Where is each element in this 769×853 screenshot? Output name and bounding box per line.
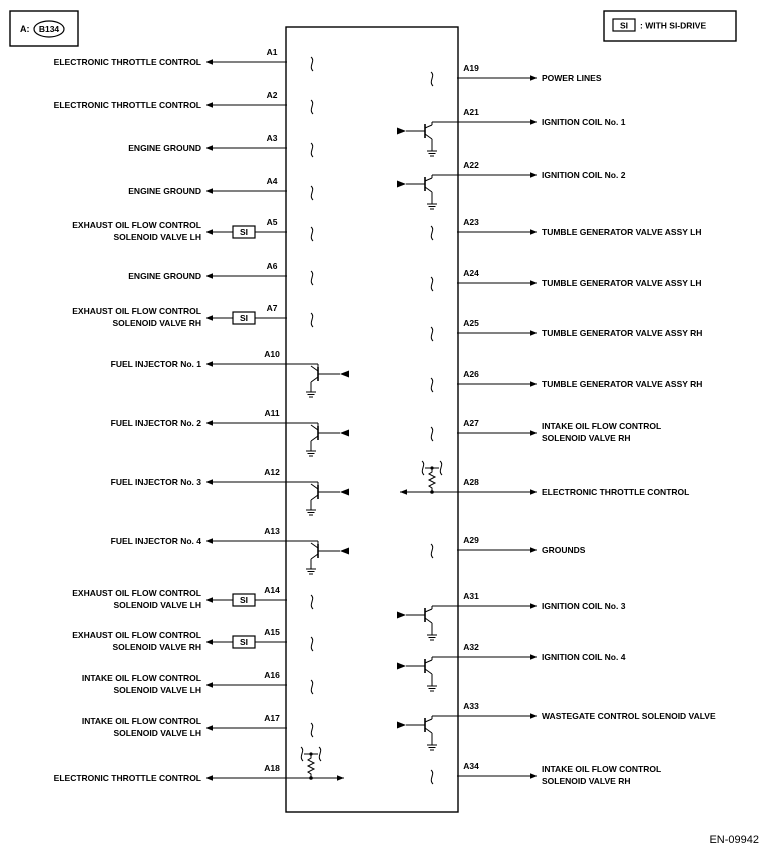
pin-label-line2: SOLENOID VALVE LH xyxy=(113,685,201,695)
wire-break-symbol xyxy=(440,461,442,475)
pin-number: A34 xyxy=(463,761,479,771)
pin-number: A1 xyxy=(266,47,278,57)
pullup-resistor xyxy=(429,468,435,492)
input-arrow-icon xyxy=(340,371,349,378)
pin-number: A22 xyxy=(463,160,479,170)
pin-label: FUEL INJECTOR No. 4 xyxy=(110,536,201,546)
si-box-label: SI xyxy=(239,637,249,648)
pin-number: A29 xyxy=(463,535,479,545)
wire-break-symbol xyxy=(311,271,313,285)
pin-label: ELECTRONIC THROTTLE CONTROL xyxy=(53,57,201,67)
transistor-collector xyxy=(425,609,432,612)
wire-break-symbol xyxy=(311,680,313,694)
pin-number: A26 xyxy=(463,369,479,379)
pin-label: GROUNDS xyxy=(542,545,586,555)
pin-a3 xyxy=(128,133,313,157)
input-arrow-icon xyxy=(397,128,406,135)
transistor-collector xyxy=(311,425,318,430)
pin-a10 xyxy=(111,349,349,397)
pin-label-line2: SOLENOID VALVE RH xyxy=(112,318,201,328)
pin-number: A10 xyxy=(264,349,280,359)
transistor-collector xyxy=(425,719,432,722)
pin-number: A19 xyxy=(463,63,479,73)
pin-number: A15 xyxy=(264,627,280,637)
si-drive-tag xyxy=(233,312,255,324)
wire-break-symbol xyxy=(311,637,313,651)
pin-label: ELECTRONIC THROTTLE CONTROL xyxy=(53,100,201,110)
pin-number: A12 xyxy=(264,467,280,477)
pin-number: A18 xyxy=(264,763,280,773)
wire-break-symbol xyxy=(431,378,433,392)
pin-label: TUMBLE GENERATOR VALVE ASSY RH xyxy=(542,379,703,389)
transistor-collector xyxy=(425,660,432,663)
pin-a2 xyxy=(54,90,313,114)
pin-a27 xyxy=(431,418,661,443)
input-arrow-icon xyxy=(397,612,406,619)
transistor-emitter xyxy=(311,377,318,382)
wire-break-symbol xyxy=(311,723,313,737)
pin-a1 xyxy=(54,47,313,71)
pin-label: WASTEGATE CONTROL SOLENOID VALVE xyxy=(542,711,716,721)
pin-label-line1: INTAKE OIL FLOW CONTROL xyxy=(81,716,201,726)
wire-break-symbol xyxy=(431,226,433,240)
pin-label: FUEL INJECTOR No. 2 xyxy=(110,418,201,428)
transistor-emitter xyxy=(311,495,318,500)
pin-a18 xyxy=(54,747,344,783)
transistor-collector xyxy=(425,178,432,181)
pin-number: A28 xyxy=(463,477,479,487)
pin-number: A11 xyxy=(264,408,280,418)
pin-a11 xyxy=(111,408,349,456)
pin-a21 xyxy=(397,107,626,156)
pin-a15 xyxy=(72,627,313,652)
pin-label: POWER LINES xyxy=(542,73,602,83)
transistor-emitter xyxy=(425,669,432,674)
si-box-label: SI xyxy=(239,227,249,238)
pin-a24 xyxy=(431,268,701,291)
pin-a32 xyxy=(397,642,626,691)
si-drive-tag xyxy=(233,594,255,606)
legend-si-label: SI xyxy=(619,20,629,31)
wire-break-symbol xyxy=(311,186,313,200)
pin-number: A17 xyxy=(264,713,280,723)
wire-break-symbol xyxy=(311,143,313,157)
transistor-emitter xyxy=(311,436,318,441)
si-box-label: SI xyxy=(239,595,249,606)
pin-number: A14 xyxy=(264,585,280,595)
pin-label-line2: SOLENOID VALVE RH xyxy=(542,776,631,786)
si-drive-tag xyxy=(233,636,255,648)
pin-label: TUMBLE GENERATOR VALVE ASSY LH xyxy=(542,227,702,237)
connector-badge xyxy=(10,11,78,46)
pin-label: ELECTRONIC THROTTLE CONTROL xyxy=(53,773,201,783)
si-drive-tag xyxy=(233,226,255,238)
pin-label-line2: SOLENOID VALVE LH xyxy=(113,728,201,738)
transistor-emitter xyxy=(311,554,318,559)
pin-label: ELECTRONIC THROTTLE CONTROL xyxy=(542,487,690,497)
pin-number: A3 xyxy=(266,133,278,143)
pin-number: A31 xyxy=(463,591,479,601)
transistor-collector xyxy=(311,366,318,371)
pin-label: ENGINE GROUND xyxy=(128,271,201,281)
pin-label-line1: EXHAUST OIL FLOW CONTROL xyxy=(72,306,201,316)
pin-a5 xyxy=(72,217,313,242)
pin-a19 xyxy=(431,63,602,86)
legend-text: : WITH SI-DRIVE xyxy=(640,20,707,31)
pin-number: A24 xyxy=(463,268,479,278)
pin-number: A33 xyxy=(463,701,479,711)
pin-label: TUMBLE GENERATOR VALVE ASSY LH xyxy=(542,278,702,288)
pin-a7 xyxy=(72,303,313,328)
transistor-emitter xyxy=(425,728,432,733)
pin-label-line2: SOLENOID VALVE RH xyxy=(542,433,631,443)
pin-number: A6 xyxy=(266,261,278,271)
pin-number: A23 xyxy=(463,217,479,227)
si-box-label: SI xyxy=(239,313,249,324)
pin-number: A5 xyxy=(266,217,278,227)
wire-break-symbol xyxy=(301,747,303,761)
wire-break-symbol xyxy=(311,595,313,609)
wire-break-symbol xyxy=(431,427,433,441)
pin-a22 xyxy=(397,160,626,209)
pin-a4 xyxy=(128,176,313,200)
pin-label: IGNITION COIL No. 1 xyxy=(542,117,626,127)
pin-a33 xyxy=(397,701,716,750)
wire-break-symbol xyxy=(311,313,313,327)
wire-break-symbol xyxy=(311,57,313,71)
pin-label: TUMBLE GENERATOR VALVE ASSY RH xyxy=(542,328,703,338)
pin-a28 xyxy=(400,461,689,497)
input-arrow-icon xyxy=(340,548,349,555)
pin-a6 xyxy=(128,261,313,285)
pin-label-line1: INTAKE OIL FLOW CONTROL xyxy=(81,673,201,683)
pin-a31 xyxy=(397,591,626,640)
pin-number: A25 xyxy=(463,318,479,328)
input-arrow-icon xyxy=(397,722,406,729)
transistor-emitter xyxy=(425,187,432,192)
pin-label-line2: SOLENOID VALVE LH xyxy=(113,600,201,610)
wire-break-symbol xyxy=(431,770,433,784)
pin-a23 xyxy=(431,217,701,240)
pin-a17 xyxy=(82,713,313,738)
wire-break-symbol xyxy=(311,100,313,114)
transistor-emitter xyxy=(425,618,432,623)
pin-a13 xyxy=(111,526,349,574)
pin-a34 xyxy=(431,761,661,786)
pin-number: A2 xyxy=(266,90,278,100)
wire-break-symbol xyxy=(431,544,433,558)
pin-number: A27 xyxy=(463,418,479,428)
pin-label: FUEL INJECTOR No. 3 xyxy=(110,477,201,487)
pin-number: A32 xyxy=(463,642,479,652)
pin-label: IGNITION COIL No. 3 xyxy=(542,601,626,611)
pin-a26 xyxy=(431,369,702,392)
wire-break-symbol xyxy=(319,747,321,761)
wire-break-symbol xyxy=(311,227,313,241)
pin-label-line2: SOLENOID VALVE RH xyxy=(112,642,201,652)
input-arrow-icon xyxy=(340,430,349,437)
input-arrow-icon xyxy=(340,489,349,496)
transistor-collector xyxy=(311,543,318,548)
wire-break-symbol xyxy=(431,277,433,291)
input-arrow-icon xyxy=(397,663,406,670)
pin-label-line1: INTAKE OIL FLOW CONTROL xyxy=(542,764,662,774)
pin-label-line1: EXHAUST OIL FLOW CONTROL xyxy=(72,588,201,598)
pin-label: FUEL INJECTOR No. 1 xyxy=(110,359,201,369)
pin-connections xyxy=(54,47,716,786)
pin-a12 xyxy=(111,467,349,515)
pin-label: IGNITION COIL No. 4 xyxy=(542,652,626,662)
junction-dot xyxy=(430,490,434,494)
pin-a25 xyxy=(431,318,702,341)
wire-break-symbol xyxy=(422,461,424,475)
pin-number: A7 xyxy=(266,303,278,313)
legend-box xyxy=(604,11,736,41)
transistor-emitter xyxy=(425,134,432,139)
pin-label-line2: SOLENOID VALVE LH xyxy=(113,232,201,242)
figure-code: EN-09942 xyxy=(709,834,759,846)
pin-label: ENGINE GROUND xyxy=(128,143,201,153)
pin-label-line1: INTAKE OIL FLOW CONTROL xyxy=(542,421,662,431)
pin-number: A4 xyxy=(266,176,278,186)
pin-a29 xyxy=(431,535,586,558)
transistor-collector xyxy=(311,484,318,489)
pin-a16 xyxy=(82,670,313,695)
pin-label-line1: EXHAUST OIL FLOW CONTROL xyxy=(72,220,201,230)
connector-code: B134 xyxy=(38,24,60,34)
wire-break-symbol xyxy=(431,327,433,341)
junction-dot xyxy=(309,776,313,780)
transistor-collector xyxy=(425,125,432,128)
pin-a14 xyxy=(72,585,313,610)
pin-number: A13 xyxy=(264,526,280,536)
input-arrow-icon xyxy=(397,181,406,188)
pin-label: IGNITION COIL No. 2 xyxy=(542,170,626,180)
pin-number: A21 xyxy=(463,107,479,117)
wire-break-symbol xyxy=(431,72,433,86)
pullup-resistor xyxy=(308,754,314,778)
pin-number: A16 xyxy=(264,670,280,680)
connector-prefix: A: xyxy=(20,24,30,34)
pin-label: ENGINE GROUND xyxy=(128,186,201,196)
pin-label-line1: EXHAUST OIL FLOW CONTROL xyxy=(72,630,201,640)
